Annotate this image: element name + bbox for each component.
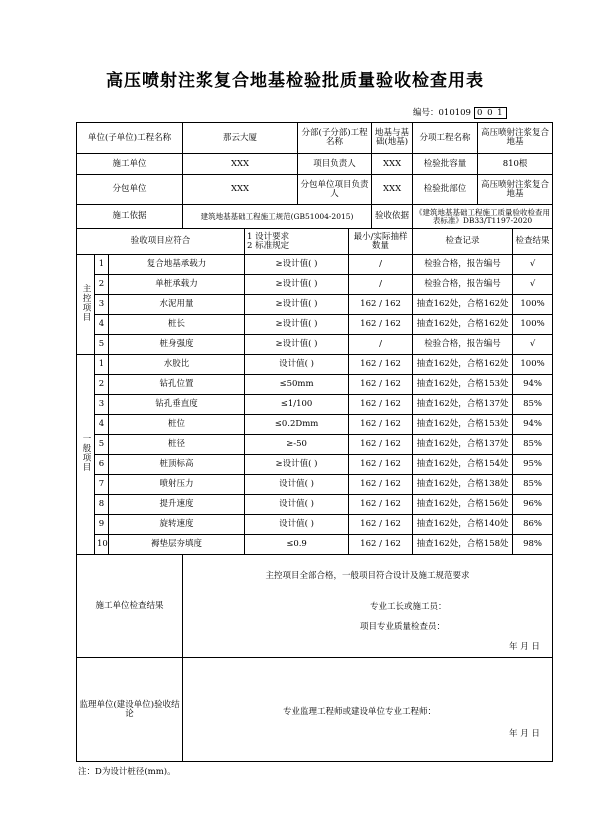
item-name: 钻孔位置 [109, 375, 245, 395]
inspector-signature: 项目专业质量检查员： [360, 622, 446, 632]
item-name: 水胶比 [109, 355, 245, 375]
item-name: 提升速度 [109, 495, 245, 515]
sub-label: 分包单位 [77, 175, 183, 205]
general-items [77, 355, 553, 555]
capacity-value: 810根 [478, 154, 553, 175]
item-result: √ [513, 335, 553, 355]
item-record: 抽查162处，合格153处 [413, 415, 513, 435]
item-result: √ [513, 275, 553, 295]
item-result: 100% [513, 295, 553, 315]
pm-label: 项目负责人 [298, 154, 372, 175]
item-record: 抽查162处，合格154处 [413, 455, 513, 475]
item-row [77, 355, 553, 375]
main-items [77, 255, 553, 355]
item-name: 单桩承载力 [109, 275, 245, 295]
item-name: 褥垫层夯填度 [109, 535, 245, 555]
form-code [413, 106, 507, 119]
item-record: 检验合格，报告编号 [413, 255, 513, 275]
part-value: 高压喷射注浆复合地基 [478, 175, 553, 205]
construct-check-summary: 主控项目全部合格，一般项目符合设计及施工规范要求 [265, 571, 470, 581]
item-name: 旋转速度 [109, 515, 245, 535]
item-sample: 162 / 162 [349, 315, 413, 335]
construct-check-body [183, 555, 553, 658]
item-name: 桩顶标高 [109, 455, 245, 475]
requirements-header [245, 229, 349, 255]
item-record: 抽查162处，合格140处 [413, 515, 513, 535]
item-standard: 设计值( ) [245, 495, 349, 515]
item-row [77, 275, 553, 295]
item-result: 94% [513, 415, 553, 435]
item-number: 2 [95, 375, 109, 395]
inspection-table [76, 122, 553, 762]
capacity-label: 检验批容量 [413, 154, 478, 175]
item-standard: ≤0.2Dmm [245, 415, 349, 435]
item-record: 抽查162处，合格153处 [413, 375, 513, 395]
item-name: 水泥用量 [109, 295, 245, 315]
item-number: 4 [95, 415, 109, 435]
item-row [77, 315, 553, 335]
supervise-check-body [183, 658, 553, 762]
item-number: 1 [95, 355, 109, 375]
item-sample: 162 / 162 [349, 415, 413, 435]
item-result: 100% [513, 315, 553, 335]
item-standard: ≥设计值( ) [245, 315, 349, 335]
subunit-value: 地基与基础(地基) [372, 123, 413, 154]
item-sample: / [349, 275, 413, 295]
footnote: 注：D为设计桩径(mm)。 [78, 767, 176, 777]
req-standard: 2 标准规定 [247, 240, 290, 251]
general-group-label [77, 355, 95, 555]
item-number: 8 [95, 495, 109, 515]
item-name: 桩位 [109, 415, 245, 435]
item-number: 5 [95, 335, 109, 355]
code-label: 编号：010109 [413, 108, 471, 118]
item-result: 85% [513, 475, 553, 495]
page-title: 高压喷射注浆复合地基检验批质量验收检查用表 [106, 71, 484, 91]
item-row [77, 435, 553, 455]
item-result: 98% [513, 535, 553, 555]
sample-header: 最小/实际抽样数量 [349, 229, 413, 255]
req-design: 1 设计要求 [247, 231, 290, 242]
item-sample: 162 / 162 [349, 295, 413, 315]
item-standard: 设计值( ) [245, 355, 349, 375]
item-sample: 162 / 162 [349, 455, 413, 475]
item-result: 100% [513, 355, 553, 375]
item-number: 2 [95, 275, 109, 295]
item-standard: ≥-50 [245, 435, 349, 455]
item-row [77, 295, 553, 315]
item-record: 抽查162处，合格162处 [413, 295, 513, 315]
result-header: 检查结果 [513, 229, 553, 255]
item-row [77, 415, 553, 435]
basis-value: 建筑地基基础工程施工规范(GB51004-2015) [183, 205, 372, 229]
accept-basis-label: 验收依据 [372, 205, 413, 229]
item-row [77, 395, 553, 415]
supervise-check-date: 年 月 日 [509, 729, 540, 739]
item-row [77, 335, 553, 355]
item-number: 9 [95, 515, 109, 535]
item-standard: ≤1/100 [245, 395, 349, 415]
item-name: 复合地基承载力 [109, 255, 245, 275]
record-header: 检查记录 [413, 229, 513, 255]
item-sample: 162 / 162 [349, 435, 413, 455]
construct-label: 施工单位 [77, 154, 183, 175]
item-record: 抽查162处，合格137处 [413, 395, 513, 415]
item-result: 95% [513, 455, 553, 475]
main-group-label [77, 255, 95, 355]
items-header: 验收项目应符合 [77, 229, 245, 255]
main-group-text: 主控项目 [80, 284, 91, 323]
item-number: 3 [95, 295, 109, 315]
item-standard: 设计值( ) [245, 475, 349, 495]
item-standard: ≥设计值( ) [245, 255, 349, 275]
item-label: 分项工程名称 [413, 123, 478, 154]
item-sample: 162 / 162 [349, 495, 413, 515]
item-name: 喷射压力 [109, 475, 245, 495]
item-standard: ≥设计值( ) [245, 335, 349, 355]
item-number: 3 [95, 395, 109, 415]
item-sample: 162 / 162 [349, 395, 413, 415]
item-value: 高压喷射注浆复合地基 [478, 123, 553, 154]
unit-label: 单位(子单位)工程名称 [77, 123, 183, 154]
item-sample: 162 / 162 [349, 515, 413, 535]
construct-value: XXX [183, 154, 298, 175]
item-sample: 162 / 162 [349, 375, 413, 395]
general-group-text: 一般项目 [80, 434, 91, 473]
item-result: 96% [513, 495, 553, 515]
subunit-label: 分部(子分部)工程名称 [298, 123, 372, 154]
engineer-signature: 专业监理工程师或建设单位专业工程师： [283, 707, 437, 717]
item-name: 桩身强度 [109, 335, 245, 355]
item-record: 抽查162处，合格138处 [413, 475, 513, 495]
item-row [77, 455, 553, 475]
item-name: 钻孔垂直度 [109, 395, 245, 415]
basis-label: 施工依据 [77, 205, 183, 229]
item-result: √ [513, 255, 553, 275]
item-record: 抽查162处，合格162处 [413, 315, 513, 335]
item-name: 桩径 [109, 435, 245, 455]
item-name: 桩长 [109, 315, 245, 335]
sub-value: XXX [183, 175, 298, 205]
item-record: 抽查162处，合格156处 [413, 495, 513, 515]
supervise-check-label: 监理单位(建设单位)验收结论 [77, 658, 183, 762]
item-record: 抽查162处，合格162处 [413, 355, 513, 375]
item-result: 85% [513, 395, 553, 415]
item-standard: ≥设计值( ) [245, 455, 349, 475]
item-number: 5 [95, 435, 109, 455]
item-result: 94% [513, 375, 553, 395]
item-number: 7 [95, 475, 109, 495]
item-row [77, 375, 553, 395]
item-result: 85% [513, 435, 553, 455]
item-standard: ≥设计值( ) [245, 275, 349, 295]
item-record: 检验合格，报告编号 [413, 275, 513, 295]
item-row [77, 535, 553, 555]
item-result: 86% [513, 515, 553, 535]
item-record: 抽查162处，合格158处 [413, 535, 513, 555]
sub-pm-value: XXX [372, 175, 413, 205]
foreman-signature: 专业工长或施工员： [370, 602, 447, 612]
item-sample: 162 / 162 [349, 355, 413, 375]
accept-basis-value: 《建筑地基基础工程施工质量验收检查用表标准》DB33/T1197-2020 [413, 205, 553, 229]
item-standard: ≤0.9 [245, 535, 349, 555]
item-record: 抽查162处，合格137处 [413, 435, 513, 455]
pm-value: XXX [372, 154, 413, 175]
item-standard: 设计值( ) [245, 515, 349, 535]
item-row [77, 255, 553, 275]
item-row [77, 475, 553, 495]
construct-check-label: 施工单位检查结果 [77, 555, 183, 658]
item-number: 1 [95, 255, 109, 275]
item-number: 10 [95, 535, 109, 555]
item-row [77, 515, 553, 535]
item-number: 6 [95, 455, 109, 475]
item-number: 4 [95, 315, 109, 335]
item-sample: 162 / 162 [349, 535, 413, 555]
item-standard: ≥设计值( ) [245, 295, 349, 315]
item-sample: 162 / 162 [349, 475, 413, 495]
item-standard: ≤50mm [245, 375, 349, 395]
item-row [77, 495, 553, 515]
item-record: 检验合格，报告编号 [413, 335, 513, 355]
sub-pm-label: 分包单位项目负责人 [298, 175, 372, 205]
unit-value: 那云大厦 [183, 123, 298, 154]
part-label: 检验批部位 [413, 175, 478, 205]
item-sample: / [349, 255, 413, 275]
construct-check-date: 年 月 日 [509, 642, 540, 652]
code-box: 0 0 1 [474, 107, 507, 119]
item-sample: / [349, 335, 413, 355]
